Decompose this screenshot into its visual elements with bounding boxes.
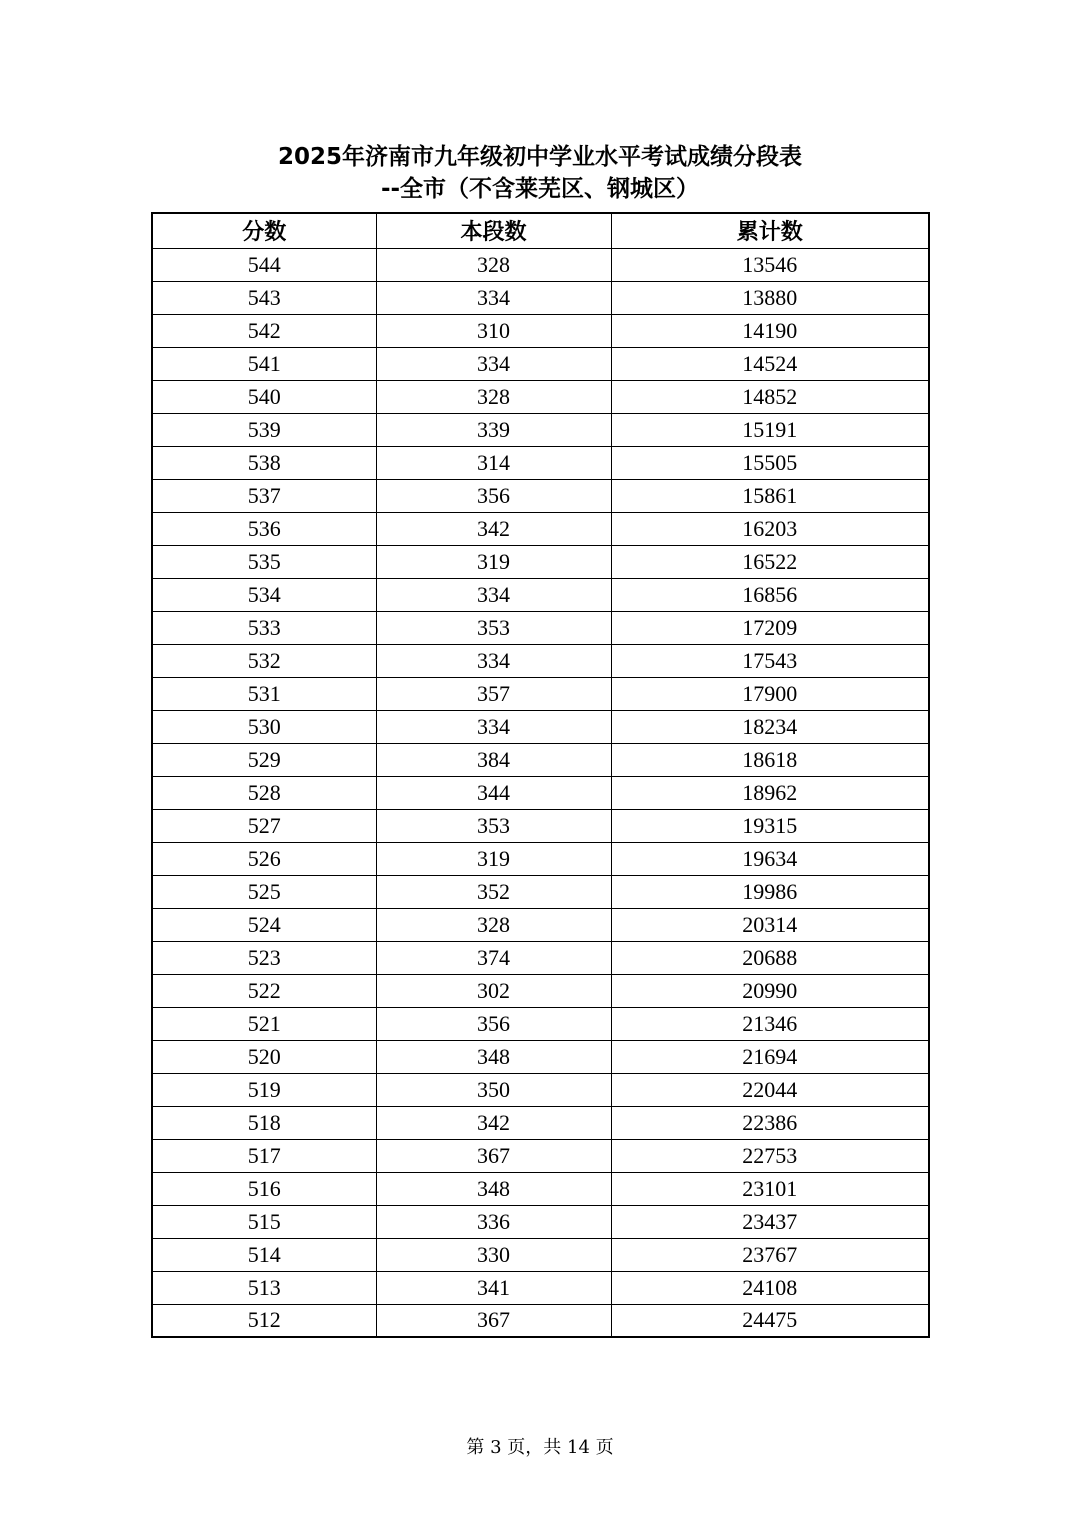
cell-segment-count: 367 [376,1139,611,1172]
cell-score: 519 [152,1073,376,1106]
table-row [152,1073,929,1106]
table-row [152,941,929,974]
cell-segment-count: 374 [376,941,611,974]
table-row [152,1040,929,1073]
cell-score: 528 [152,776,376,809]
cell-segment-count: 319 [376,545,611,578]
table-row [152,776,929,809]
cell-cumulative-count: 14524 [611,347,929,380]
cell-cumulative-count: 24475 [611,1304,929,1337]
cell-cumulative-count: 15505 [611,446,929,479]
table-row [152,743,929,776]
cell-cumulative-count: 19986 [611,875,929,908]
cell-score: 513 [152,1271,376,1304]
cell-cumulative-count: 19315 [611,809,929,842]
cell-segment-count: 356 [376,479,611,512]
cell-cumulative-count: 18234 [611,710,929,743]
table-row [152,1139,929,1172]
cell-cumulative-count: 22044 [611,1073,929,1106]
cell-cumulative-count: 21694 [611,1040,929,1073]
table-row [152,1205,929,1238]
cell-score: 523 [152,941,376,974]
cell-segment-count: 342 [376,512,611,545]
cell-score: 514 [152,1238,376,1271]
cell-cumulative-count: 15861 [611,479,929,512]
cell-segment-count: 336 [376,1205,611,1238]
table-row [152,644,929,677]
table-row [152,611,929,644]
cell-score: 536 [152,512,376,545]
cell-segment-count: 310 [376,314,611,347]
cell-score: 521 [152,1007,376,1040]
cell-cumulative-count: 20688 [611,941,929,974]
cell-segment-count: 334 [376,347,611,380]
table-row [152,446,929,479]
cell-segment-count: 357 [376,677,611,710]
cell-cumulative-count: 13880 [611,281,929,314]
cell-score: 526 [152,842,376,875]
cell-cumulative-count: 23101 [611,1172,929,1205]
column-header-score: 分数 [152,213,376,248]
cell-score: 524 [152,908,376,941]
cell-cumulative-count: 20314 [611,908,929,941]
cell-cumulative-count: 16856 [611,578,929,611]
cell-score: 541 [152,347,376,380]
table-row [152,578,929,611]
score-distribution-table [151,212,930,1338]
cell-cumulative-count: 16203 [611,512,929,545]
table-row [152,1238,929,1271]
cell-segment-count: 314 [376,446,611,479]
cell-score: 537 [152,479,376,512]
cell-score: 531 [152,677,376,710]
cell-segment-count: 348 [376,1172,611,1205]
cell-score: 544 [152,248,376,281]
cell-segment-count: 302 [376,974,611,1007]
cell-cumulative-count: 19634 [611,842,929,875]
table-row [152,512,929,545]
cell-cumulative-count: 23767 [611,1238,929,1271]
cell-segment-count: 339 [376,413,611,446]
table-body [152,248,929,1337]
cell-score: 520 [152,1040,376,1073]
cell-score: 542 [152,314,376,347]
cell-score: 534 [152,578,376,611]
table-row [152,281,929,314]
cell-segment-count: 384 [376,743,611,776]
cell-score: 532 [152,644,376,677]
table-row [152,974,929,1007]
cell-segment-count: 356 [376,1007,611,1040]
cell-score: 515 [152,1205,376,1238]
document-title: 2025年济南市九年级初中学业水平考试成绩分段表 [277,144,802,170]
cell-segment-count: 367 [376,1304,611,1337]
table-row [152,545,929,578]
cell-score: 517 [152,1139,376,1172]
cell-segment-count: 350 [376,1073,611,1106]
table-row [152,413,929,446]
table-row [152,347,929,380]
cell-segment-count: 348 [376,1040,611,1073]
table-row [152,1304,929,1337]
table-row [152,380,929,413]
cell-score: 533 [152,611,376,644]
cell-score: 518 [152,1106,376,1139]
cell-cumulative-count: 15191 [611,413,929,446]
cell-score: 535 [152,545,376,578]
table-row [152,842,929,875]
cell-score: 540 [152,380,376,413]
cell-score: 529 [152,743,376,776]
cell-cumulative-count: 13546 [611,248,929,281]
cell-segment-count: 341 [376,1271,611,1304]
cell-cumulative-count: 16522 [611,545,929,578]
cell-cumulative-count: 17543 [611,644,929,677]
table-row [152,479,929,512]
cell-cumulative-count: 20990 [611,974,929,1007]
cell-segment-count: 319 [376,842,611,875]
table-row [152,314,929,347]
cell-score: 539 [152,413,376,446]
cell-cumulative-count: 22386 [611,1106,929,1139]
cell-segment-count: 334 [376,281,611,314]
cell-segment-count: 328 [376,380,611,413]
table-row [152,908,929,941]
table-row [152,875,929,908]
cell-score: 516 [152,1172,376,1205]
cell-segment-count: 330 [376,1238,611,1271]
cell-cumulative-count: 17209 [611,611,929,644]
cell-segment-count: 353 [376,611,611,644]
table-row [152,809,929,842]
cell-cumulative-count: 14190 [611,314,929,347]
page-footer: 第 3 页，共 14 页 [466,1437,614,1458]
column-header-cumulative-count: 累计数 [611,213,929,248]
cell-segment-count: 342 [376,1106,611,1139]
cell-cumulative-count: 23437 [611,1205,929,1238]
table-row [152,710,929,743]
cell-segment-count: 334 [376,578,611,611]
cell-segment-count: 328 [376,908,611,941]
cell-score: 525 [152,875,376,908]
table-row [152,1271,929,1304]
cell-score: 527 [152,809,376,842]
cell-cumulative-count: 22753 [611,1139,929,1172]
cell-cumulative-count: 17900 [611,677,929,710]
table-row [152,1172,929,1205]
cell-score: 522 [152,974,376,1007]
table-row [152,1007,929,1040]
cell-score: 530 [152,710,376,743]
table-row [152,677,929,710]
cell-score: 543 [152,281,376,314]
table-row [152,248,929,281]
cell-score: 512 [152,1304,376,1337]
table-header-row [152,213,929,248]
cell-segment-count: 334 [376,710,611,743]
cell-segment-count: 344 [376,776,611,809]
cell-score: 538 [152,446,376,479]
cell-cumulative-count: 21346 [611,1007,929,1040]
table-row [152,1106,929,1139]
cell-cumulative-count: 18618 [611,743,929,776]
cell-segment-count: 328 [376,248,611,281]
cell-segment-count: 352 [376,875,611,908]
cell-segment-count: 353 [376,809,611,842]
document-subtitle: --全市（不含莱芜区、钢城区） [380,176,700,202]
cell-segment-count: 334 [376,644,611,677]
cell-cumulative-count: 24108 [611,1271,929,1304]
cell-cumulative-count: 14852 [611,380,929,413]
column-header-segment-count: 本段数 [376,213,611,248]
cell-cumulative-count: 18962 [611,776,929,809]
